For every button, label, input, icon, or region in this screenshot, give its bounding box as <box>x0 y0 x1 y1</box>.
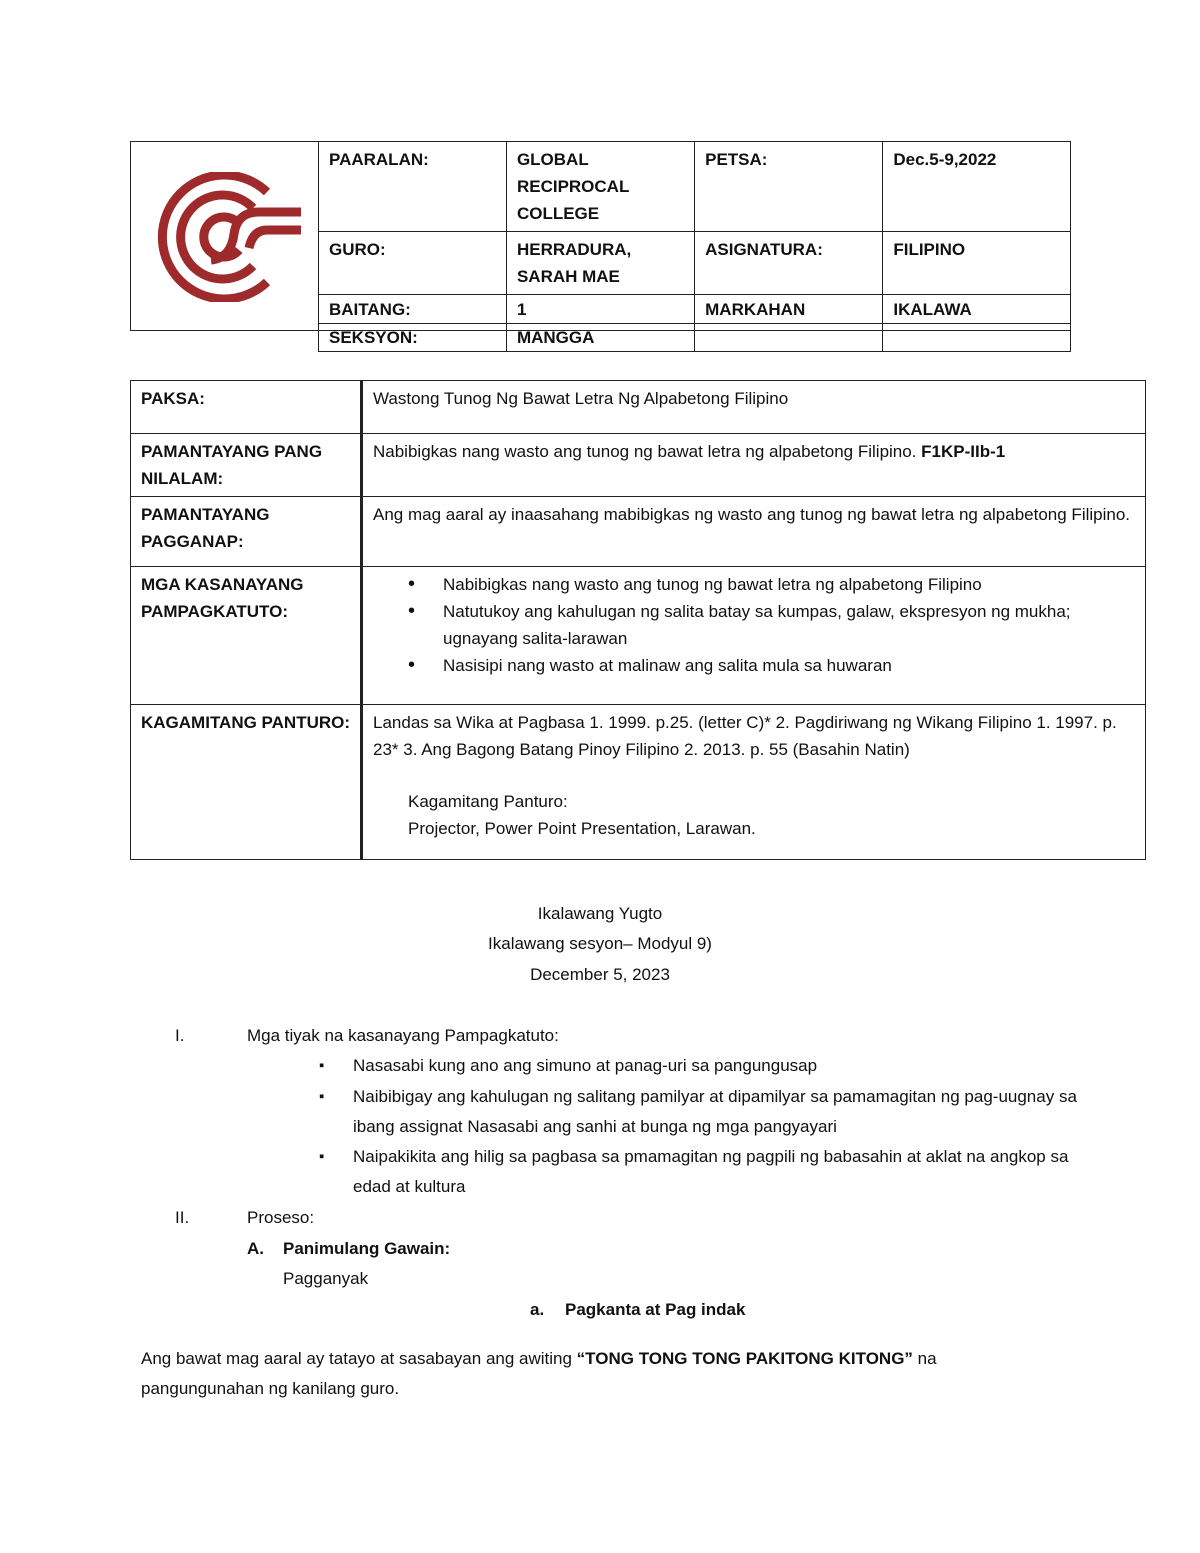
performance-standard-value: Ang mag aaral ay inaasahang mabibigkas ng wasto ang tunog ng bawat letra ng alpabetong Filipino. <box>362 497 1146 567</box>
section-1-numeral: I. <box>175 1026 185 1045</box>
date-label: PETSA: <box>695 141 883 231</box>
subject-value: FILIPINO <box>883 231 1071 294</box>
skills-cell <box>362 567 1146 705</box>
song-title: “TONG TONG TONG PAKITONG KITONG” <box>576 1349 913 1368</box>
section-value: MANGGA <box>506 323 694 351</box>
content-standard-cell <box>362 434 1146 497</box>
subsection-item: Pagganyak <box>283 1269 369 1288</box>
materials-sub-value: Projector, Power Point Presentation, Larawan. <box>408 819 756 838</box>
content-standard-value: Nabibigkas nang wasto ang tunog ng bawat letra ng alpabetong Filipino. <box>373 442 917 461</box>
materials-sub-label: Kagamitang Panturo: <box>408 792 568 811</box>
header-grid <box>318 141 1071 352</box>
content-standard-label: PAMANTAYANG PANG NILALAM: <box>131 434 362 497</box>
session-title: Ikalawang sesyon– Modyul 9) <box>488 934 712 953</box>
skills-label: MGA KASANAYANG PAMPAGKATUTO: <box>131 567 362 705</box>
content-standard-code: F1KP-IIb-1 <box>921 442 1006 461</box>
topic-label: PAKSA: <box>131 381 362 434</box>
school-value: GLOBAL RECIPROCAL COLLEGE <box>506 141 694 231</box>
list-item: ▪ Nasasabi kung ano ang simuno at panag-uri sa pangungusap <box>353 1051 1093 1081</box>
subject-label: ASIGNATURA: <box>695 231 883 294</box>
date-value: Dec.5-9,2022 <box>883 141 1071 231</box>
teacher-label: GURO: <box>319 231 507 294</box>
list-item: ▪ Naipakikita ang hilig sa pagbasa sa pmamagitan ng pagpili ng babasahin at aklat na angkop sa edad at kultura <box>353 1142 1073 1202</box>
activity-letter: a. <box>530 1300 545 1319</box>
lesson-info-table <box>130 380 1146 860</box>
quarter-value: IKALAWA <box>883 294 1071 323</box>
paragraph-end: na pangungunahan ng kanilang guro. <box>141 1349 937 1398</box>
list-item: • Natutukoy ang kahulugan ng salita batay sa kumpas, galaw, ekspresyon ng mukha; ugnayang salita-larawan <box>443 598 1135 652</box>
subsection-title: Panimulang Gawain: <box>283 1239 451 1258</box>
activity-paragraph <box>141 1344 1061 1404</box>
school-logo-cell <box>131 142 318 330</box>
quarter-label: MARKAHAN <box>695 294 883 323</box>
list-item: • Nabibigkas nang wasto ang tunog ng bawat letra ng alpabetong Filipino <box>443 571 1135 598</box>
skills-list <box>373 571 1135 679</box>
teacher-value: HERRADURA, SARAH MAE <box>506 231 694 294</box>
section-label: SEKSYON: <box>319 323 507 351</box>
subsection-letter: A. <box>247 1239 264 1258</box>
grade-label: BAITANG: <box>319 294 507 323</box>
materials-references: Landas sa Wika at Pagbasa 1. 1999. p.25. (letter C)* 2. Pagdiriwang ng Wikang Filipino 1. 1997. p. 23* 3. Ang Bagong Batang Pinoy Filipino 2. 2013. p. 55 (Basahin Natin) <box>373 713 1117 759</box>
materials-label: KAGAMITANG PANTURO: <box>131 705 362 860</box>
list-item: • Nasisipi nang wasto at malinaw ang salita mula sa huwaran <box>443 652 1135 679</box>
school-logo-icon <box>149 172 304 302</box>
lesson-date: December 5, 2023 <box>530 965 670 984</box>
paragraph-start: Ang bawat mag aaral ay tatayo at sasabayan ang awiting <box>141 1349 577 1368</box>
section-2-title: Proseso: <box>247 1208 315 1227</box>
section-2-numeral: II. <box>175 1208 190 1227</box>
list-item: ▪ Naibibigay ang kahulugan ng salitang pamilyar at dipamilyar sa pamamagitan ng pag-uugnay sa ibang assignat Nasasabi ang sanhi at bunga ng mga pangyayari <box>353 1082 1083 1142</box>
school-label: PAARALAN: <box>319 141 507 231</box>
materials-cell <box>362 705 1146 860</box>
stage-title: Ikalawang Yugto <box>537 904 663 923</box>
topic-value: Wastong Tunog Ng Bawat Letra Ng Alpabetong Filipino <box>362 381 1146 434</box>
empty-cell <box>695 323 883 351</box>
empty-cell <box>883 323 1071 351</box>
performance-standard-label: PAMANTAYANG PAGGANAP: <box>131 497 362 567</box>
section-1-title: Mga tiyak na kasanayang Pampagkatuto: <box>247 1026 559 1045</box>
grade-value: 1 <box>506 294 694 323</box>
header-table <box>130 141 1071 347</box>
activity-title: Pagkanta at Pag indak <box>565 1300 746 1319</box>
